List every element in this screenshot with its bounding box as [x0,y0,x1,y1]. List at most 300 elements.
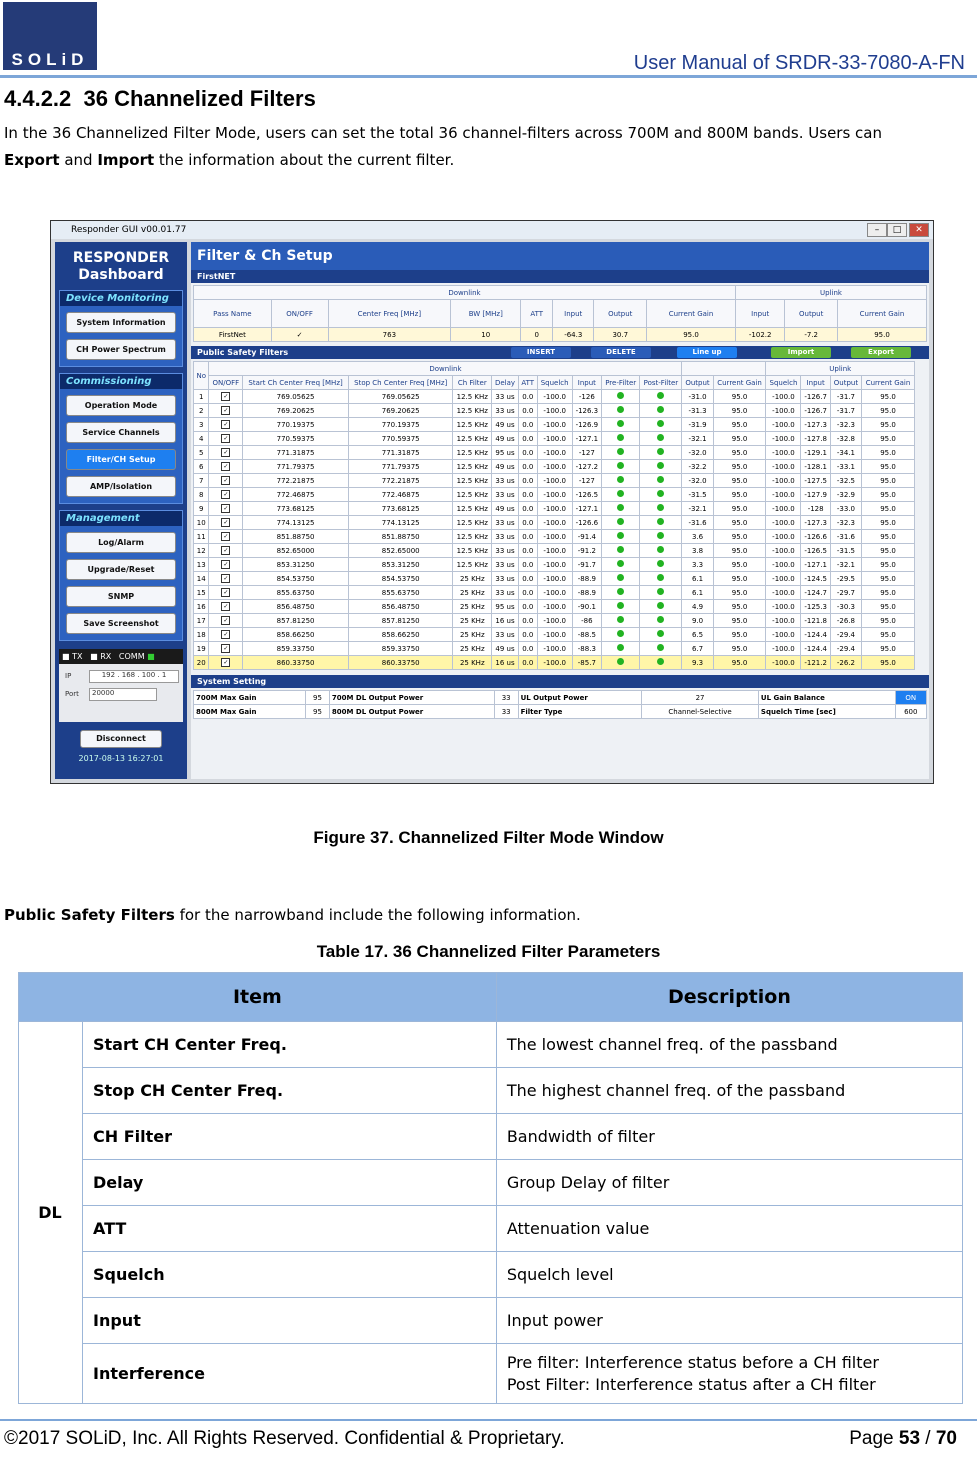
row-cell: 4.9 [682,600,713,614]
row-cell: -127.5 [801,474,830,488]
firstnet-downlink-header: Downlink [194,286,736,300]
param-item: Stop CH Center Freq. [83,1068,497,1114]
interference-led-icon [617,518,624,525]
row-cell: 95.0 [713,642,766,656]
close-icon[interactable]: ✕ [909,223,929,237]
row-number: 2 [194,404,209,418]
firstnet-uplink-header: Uplink [735,286,926,300]
operation-mode-button[interactable]: Operation Mode [66,395,176,416]
row-cell: -100.0 [537,446,572,460]
row-onoff-checkbox[interactable] [209,418,243,432]
datetime: 2017-08-13 16:27:01 [78,754,164,763]
row-cell: 860.33750 [348,656,453,670]
table-row [194,488,915,502]
psf-header-no: No [194,362,209,390]
row-cell: 772.21875 [348,474,453,488]
row-cell: 95.0 [713,572,766,586]
system-label: 800M Max Gain [194,705,306,719]
row-cell: 33 us [492,572,519,586]
manual-title: User Manual of SRDR-33-7080-A-FN [633,52,965,74]
row-cell: -100.0 [766,600,801,614]
row-cell: -33.1 [830,460,861,474]
row-cell: -85.7 [572,656,601,670]
row-cell: 33 us [492,544,519,558]
table-row [194,614,915,628]
psf-panel-title: Public Safety Filters [197,348,289,357]
psf-header-cell: Input [572,376,601,390]
parameters-body [19,1022,963,1404]
row-onoff-checkbox[interactable] [209,488,243,502]
interference-cell [640,446,682,460]
table-row [194,390,915,404]
row-cell: 33 us [492,516,519,530]
row-cell: -129.1 [801,446,830,460]
row-cell: -86 [572,614,601,628]
copyright: ©2017 SOLiD, Inc. All Rights Reserved. Confidential & Proprietary. [4,1428,565,1449]
row-cell: 25 KHz [453,628,492,642]
row-cell: 95.0 [862,544,915,558]
firstnet-cell: 95.0 [837,328,926,342]
row-onoff-checkbox[interactable] [209,460,243,474]
psf-table [193,361,915,670]
row-cell: 774.13125 [348,516,453,530]
row-cell: 95.0 [713,614,766,628]
interference-led-icon [617,448,624,455]
row-cell: 0.0 [518,502,537,516]
checkbox-icon: ✓ [223,645,229,652]
firstnet-row [194,328,927,342]
row-cell: -29.4 [830,628,861,642]
row-cell: 854.53750 [243,572,349,586]
row-cell: -126.5 [572,488,601,502]
row-number: 7 [194,474,209,488]
ip-field[interactable]: 192 . 168 . 100 . 1 [89,670,179,683]
system-value-field[interactable]: Channel-Selective [642,705,759,719]
tx-indicator: ■ TX [62,652,83,661]
firstnet-header-cell: ON/OFF [271,300,328,328]
interference-cell [602,446,640,460]
table-row [194,418,915,432]
interference-cell [602,642,640,656]
interference-cell [602,614,640,628]
system-label: Filter Type [518,705,642,719]
row-cell: -33.0 [830,502,861,516]
row-cell: 769.20625 [348,404,453,418]
row-cell: -32.2 [682,460,713,474]
row-cell: 95.0 [713,404,766,418]
system-value-field[interactable]: ON [895,691,926,705]
amp-isolation-button[interactable]: AMP/Isolation [66,476,176,497]
row-cell: -100.0 [537,432,572,446]
interference-led-icon [657,546,664,553]
row-cell: 95.0 [862,516,915,530]
row-cell: -29.4 [830,642,861,656]
row-cell: 12.5 KHz [453,446,492,460]
table-row [194,656,915,670]
system-label: UL Gain Balance [758,691,895,705]
row-cell: -100.0 [537,418,572,432]
interference-cell [602,530,640,544]
interference-led-icon [617,588,624,595]
row-number: 5 [194,446,209,460]
row-cell: -100.0 [766,474,801,488]
row-cell: -126.7 [801,404,830,418]
table-row [194,600,915,614]
row-cell: -29.5 [830,572,861,586]
minimize-icon[interactable]: – [867,223,887,237]
system-value-field[interactable]: 95 [306,691,330,705]
row-cell: 16 us [492,614,519,628]
table-row [194,516,915,530]
tx-label: TX [72,652,83,661]
row-cell: 49 us [492,418,519,432]
row-cell: -91.4 [572,530,601,544]
log-alarm-button[interactable]: Log/Alarm [66,532,176,553]
row-cell: -127 [572,474,601,488]
psf-header-cell: ON/OFF [209,376,243,390]
table-row [194,628,915,642]
row-onoff-checkbox[interactable] [209,628,243,642]
row-cell: -31.5 [682,488,713,502]
psf-header-cell: Pre-Filter [602,376,640,390]
intro-import: Import [97,151,155,169]
row-cell: -121.8 [801,614,830,628]
row-cell: 0.0 [518,628,537,642]
interference-led-icon [657,532,664,539]
param-description [496,1344,962,1404]
upgrade-reset-button[interactable]: Upgrade/Reset [66,559,176,580]
row-cell: -32.3 [830,418,861,432]
row-cell: -100.0 [537,586,572,600]
row-onoff-checkbox[interactable] [209,544,243,558]
row-cell: 0.0 [518,600,537,614]
interference-led-icon [657,602,664,609]
figure-caption: Figure 37. Channelized Filter Mode Window [313,828,664,847]
row-cell: 0.0 [518,572,537,586]
interference-led-icon [657,644,664,651]
interference-led-icon [617,574,624,581]
interference-cell [640,404,682,418]
row-cell: 95.0 [713,488,766,502]
row-number: 10 [194,516,209,530]
row-cell: 0.0 [518,614,537,628]
firstnet-table [193,285,927,342]
row-onoff-checkbox[interactable] [209,502,243,516]
row-cell: 6.1 [682,586,713,600]
row-onoff-checkbox[interactable] [209,572,243,586]
row-onoff-checkbox[interactable] [209,642,243,656]
import-button[interactable]: Import [771,347,831,358]
row-cell: 95.0 [713,516,766,530]
row-cell: -88.5 [572,628,601,642]
row-cell: -100.0 [537,572,572,586]
row-cell: 12.5 KHz [453,516,492,530]
row-onoff-checkbox[interactable] [209,558,243,572]
psf-header-cell: Post-Filter [640,376,682,390]
row-cell: 95.0 [713,460,766,474]
row-cell: -100.0 [766,558,801,572]
system-value-field[interactable]: 600 [895,705,926,719]
row-cell: -100.0 [766,614,801,628]
intro-rest: the information about the current filter. [154,151,455,169]
row-onoff-checkbox[interactable] [209,656,243,670]
row-cell: 95.0 [713,418,766,432]
firstnet-header-cell: BW [MHz] [451,300,521,328]
firstnet-cell: 95.0 [647,328,736,342]
interference-led-icon [657,630,664,637]
connection-panel [59,664,183,722]
table-row [194,502,915,516]
row-onoff-checkbox[interactable] [209,600,243,614]
system-label: 800M DL Output Power [329,705,494,719]
row-cell: 12.5 KHz [453,488,492,502]
row-cell: 772.46875 [243,488,349,502]
brand [55,250,187,284]
row-cell: -100.0 [766,418,801,432]
system-label: 700M Max Gain [194,691,306,705]
row-cell: -127.8 [801,432,830,446]
psf-uplink-header: Uplink [766,362,915,376]
interference-led-icon [617,644,624,651]
row-cell: 0.0 [518,656,537,670]
firstnet-cell: -64.3 [553,328,594,342]
row-cell: -31.6 [830,530,861,544]
interference-led-icon [657,420,664,427]
psf-header-row [194,376,915,390]
row-cell: -88.9 [572,572,601,586]
param-item: Input [83,1298,497,1344]
interference-led-icon [657,560,664,567]
table-row [19,1068,963,1114]
param-item: CH Filter [83,1114,497,1160]
row-cell: 773.68125 [348,502,453,516]
psf-header-cell: Delay [492,376,519,390]
interference-led-icon [617,476,624,483]
row-cell: 95.0 [862,446,915,460]
row-cell: 25 KHz [453,572,492,586]
row-onoff-checkbox[interactable] [209,404,243,418]
row-cell: 33 us [492,390,519,404]
row-cell: -31.5 [830,544,861,558]
row-number: 11 [194,530,209,544]
row-onoff-checkbox[interactable] [209,614,243,628]
solid-logo [3,2,97,70]
service-channels-button[interactable]: Service Channels [66,422,176,443]
filter-ch-setup-button[interactable]: Filter/CH Setup [66,449,176,470]
row-onoff-checkbox[interactable] [209,390,243,404]
row-cell: 25 KHz [453,600,492,614]
interference-cell [640,530,682,544]
row-cell: 858.66250 [348,628,453,642]
firstnet-onoff-checkbox[interactable]: ✓ [271,328,328,342]
checkbox-icon: ✓ [223,491,229,498]
row-cell: 859.33750 [243,642,349,656]
row-cell: 33 us [492,488,519,502]
brand-line1: RESPONDER [72,250,170,266]
row-cell: 49 us [492,460,519,474]
psf-intro [4,906,581,924]
interference-led-icon [617,546,624,553]
row-onoff-checkbox[interactable] [209,446,243,460]
row-cell: 95.0 [862,404,915,418]
row-cell: -100.0 [537,460,572,474]
psf-header-cell: Squelch [537,376,572,390]
row-cell: 49 us [492,502,519,516]
row-cell: 771.79375 [243,460,349,474]
firstnet-header-row [194,300,927,328]
param-description: The highest channel freq. of the passband [496,1068,962,1114]
system-information-button[interactable]: System Information [66,312,176,333]
interference-led-icon [617,616,624,623]
row-cell: 770.59375 [243,432,349,446]
interference-led-icon [617,392,624,399]
psf-header-cell: Stop Ch Center Freq [MHz] [348,376,453,390]
group-commissioning [59,373,183,504]
row-cell: 769.05625 [348,390,453,404]
row-onoff-checkbox[interactable] [209,530,243,544]
row-cell: -100.0 [766,502,801,516]
row-cell: -100.0 [537,404,572,418]
checkbox-icon: ✓ [223,463,229,470]
interference-led-icon [617,602,624,609]
param-description: Group Delay of filter [496,1160,962,1206]
row-cell: 853.31250 [243,558,349,572]
row-onoff-checkbox[interactable] [209,586,243,600]
row-cell: 16 us [492,656,519,670]
row-cell: -31.6 [682,516,713,530]
psf-header-cell: Current Gain [713,376,766,390]
intro-export: Export [4,151,60,169]
row-cell: -100.0 [537,600,572,614]
row-cell: 12.5 KHz [453,404,492,418]
row-cell: -127.1 [801,558,830,572]
system-value-field[interactable]: 27 [642,691,759,705]
save-screenshot-button[interactable]: Save Screenshot [66,613,176,634]
row-onoff-checkbox[interactable] [209,474,243,488]
row-onoff-checkbox[interactable] [209,516,243,530]
main-pane [191,242,929,779]
interference-cell [602,544,640,558]
param-item: ATT [83,1206,497,1252]
group-management [59,510,183,641]
row-cell: -100.0 [766,446,801,460]
row-cell: -125.3 [801,600,830,614]
row-cell: 856.48750 [348,600,453,614]
intro-paragraph [4,120,974,174]
table-row [19,1206,963,1252]
row-cell: 25 KHz [453,656,492,670]
table-row [194,432,915,446]
system-value-field[interactable]: 33 [494,705,518,719]
row-cell: -100.0 [537,390,572,404]
lineup-button[interactable]: Line up [677,347,737,358]
interference-led-icon [657,476,664,483]
checkbox-icon: ✓ [223,575,229,582]
interference-led-icon [617,490,624,497]
header-rule [0,75,977,78]
row-cell: 12.5 KHz [453,558,492,572]
row-cell: 33 us [492,558,519,572]
row-cell: 95.0 [862,502,915,516]
row-cell: 95.0 [862,656,915,670]
ch-power-spectrum-button[interactable]: CH Power Spectrum [66,339,176,360]
row-cell: 771.31875 [243,446,349,460]
row-cell: 0.0 [518,586,537,600]
section-heading: 36 Channelized Filters [83,86,316,111]
firstnet-header-cell: Output [594,300,647,328]
checkbox-icon: ✓ [223,533,229,540]
interference-cell [640,516,682,530]
row-cell: -121.2 [801,656,830,670]
row-cell: 49 us [492,642,519,656]
row-cell: -100.0 [537,656,572,670]
row-cell: 6.7 [682,642,713,656]
psf-header-cell: ATT [518,376,537,390]
port-field[interactable]: 20000 [89,688,157,701]
export-button[interactable]: Export [851,347,911,358]
system-value-field[interactable]: 95 [306,705,330,719]
disconnect-button[interactable]: Disconnect [80,730,162,748]
psf-panel-header [191,346,929,359]
page-prefix: Page [849,1428,899,1449]
interference-cell [602,628,640,642]
interference-led-icon [617,462,624,469]
section-title [4,86,316,112]
maximize-icon[interactable]: □ [887,223,907,237]
psf-header-cell: Squelch [766,376,801,390]
row-cell: -91.2 [572,544,601,558]
row-cell: 95.0 [862,488,915,502]
snmp-button[interactable]: SNMP [66,586,176,607]
row-cell: 12.5 KHz [453,502,492,516]
table-row [19,1252,963,1298]
row-cell: 95.0 [862,558,915,572]
checkbox-icon: ✓ [223,561,229,568]
row-cell: -31.7 [830,390,861,404]
sidebar [55,242,187,779]
row-cell: 12.5 KHz [453,544,492,558]
interference-led-icon [617,420,624,427]
row-cell: -126.9 [572,418,601,432]
system-value-field[interactable]: 33 [494,691,518,705]
row-cell: 858.66250 [243,628,349,642]
interference-cell [640,544,682,558]
row-cell: 33 us [492,404,519,418]
row-onoff-checkbox[interactable] [209,432,243,446]
row-cell: 854.53750 [348,572,453,586]
param-description: The lowest channel freq. of the passband [496,1022,962,1068]
delete-button[interactable]: DELETE [591,347,651,358]
psf-body [194,390,915,670]
checkbox-icon: ✓ [223,631,229,638]
row-number: 13 [194,558,209,572]
row-cell: 12.5 KHz [453,390,492,404]
insert-button[interactable]: INSERT [511,347,571,358]
row-cell: -100.0 [537,516,572,530]
checkbox-icon: ✓ [223,505,229,512]
row-number: 12 [194,544,209,558]
param-item: Start CH Center Freq. [83,1022,497,1068]
row-cell: -127.9 [801,488,830,502]
row-cell: 12.5 KHz [453,474,492,488]
page-sep: / [920,1428,936,1449]
interference-cell [640,418,682,432]
interference-cell [640,390,682,404]
rx-indicator: ■ RX [90,652,112,661]
row-number: 20 [194,656,209,670]
row-cell: 49 us [492,432,519,446]
param-description-line2: Post Filter: Interference status after a CH filter [506,1374,876,1394]
